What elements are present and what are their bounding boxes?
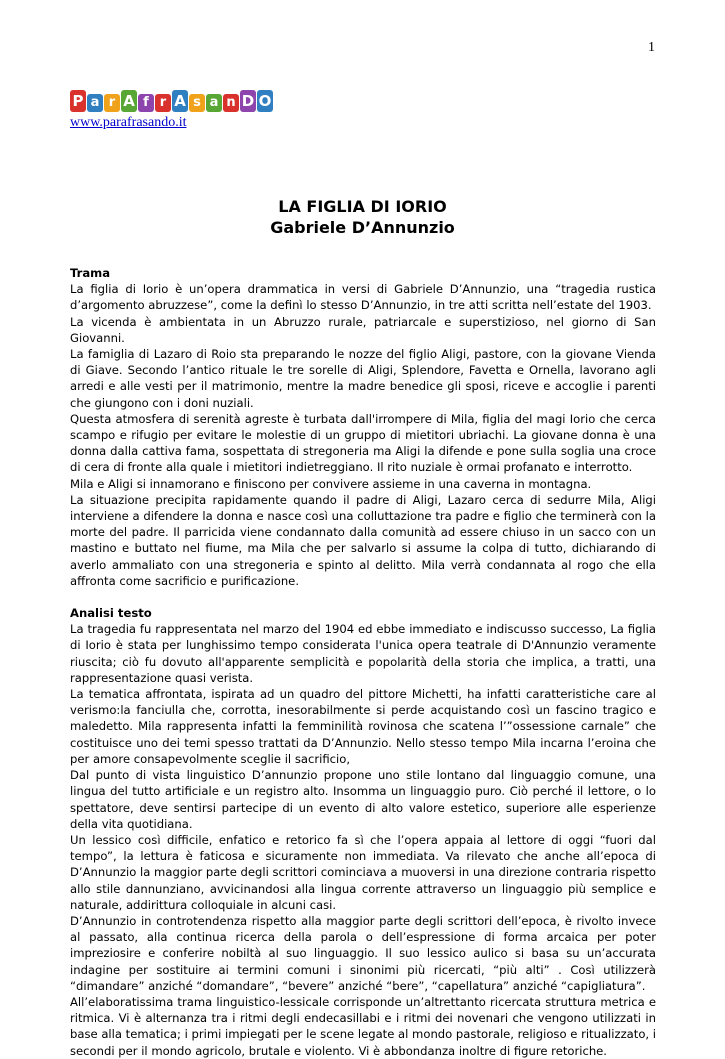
- trama-paragraph: La figlia di Iorio è un’opera drammatica in versi di Gabriele D’Annunzio, una “tragedia rustica d’argomento abruzzese”, come la definì lo stesso D’Annunzio, in tre atti scritta nell’estate del 1903.: [70, 282, 656, 313]
- section-heading-trama: Trama: [70, 266, 111, 280]
- document-title: LA FIGLIA DI IORIO: [278, 197, 447, 216]
- logo-letter: n: [223, 94, 239, 112]
- trama-paragraph: La famiglia di Lazaro di Roio sta preparando le nozze del figlio Aligi, pastore, con la giovane Vienda di Giave. Secondo l’antico rituale le tre sorelle di Aligi, Splendore, Favetta e Ornella, lavorano agli arredi e alle vesti per il matrimonio, mentre la madre benedice gli sposi, riceve e accoglie i parenti che giungono con i doni nuziali.: [70, 347, 656, 410]
- analisi-paragraph: Dal punto di vista linguistico D’annunzio propone uno stile lontano dal linguaggio comune, una lingua del tutto artificiale e un registro alto. Insomma un linguaggio puro. Ciò perché il lettore, o lo spettatore, deve sentirsi partecipe di un evento di alto valore estetico, superiore alle esperienze della vita quotidiana.: [70, 768, 656, 831]
- trama-paragraph: La vicenda è ambientata in un Abruzzo rurale, patriarcale e superstizioso, nel giorno di San Giovanni.: [70, 314, 656, 345]
- logo-letter: s: [189, 94, 205, 112]
- section-heading-analisi: Analisi testo: [70, 606, 152, 621]
- logo-letter: O: [258, 92, 272, 110]
- logo-letter: D: [241, 92, 255, 110]
- trama-paragraph: La situazione precipita rapidamente quando il padre di Aligi, Lazaro cerca di sedurre Mila, Aligi interviene a difendere la donna e nasce così una colluttazione tra padre e figlio che terminerà con la morte del padre. Il parricida viene condannato dalla comunità ad essere chiuso in un sacco con un mastino e buttato nel fiume, ma Mila che per salvarlo si assume la colpa di tutto, dichiarando di averlo ammaliato con una stregoneria e spinto al delitto. Mila verrà condannata al rogo che ella affronta come sacrificio e purificazione.: [70, 492, 656, 588]
- analisi-paragraph: La tematica affrontata, ispirata ad un quadro del pittore Michetti, ha infatti caratteristiche care al verismo:la fanciulla che, corrotta, inesorabilmente si perde acquistando così un fascino tragico e maledetto. Mila rappresenta infatti la femminilità rovinosa che scatena l’”ossessione carnale” che costituisce uno dei temi spesso trattati da D’Annunzio. Nello stesso tempo Mila incarna l’eroina che per amore consapevolmente sceglie il sacrificio,: [70, 687, 656, 766]
- logo-letter: a: [206, 94, 222, 112]
- logo-letter: A: [172, 90, 188, 112]
- logo-letter: f: [138, 94, 154, 112]
- analisi-paragraph: D’Annunzio in controtendenza rispetto alla maggior parte degli scrittori dell’epoca, è rivolto invece al passato, alla continua ricerca della parola o dell’espressione di forma arcaica per poter impreziosire e conferire nobiltà al suo linguaggio. Il suo lessico aulico si basa su un’accurata indagine per sostituire ai termini comuni i sinonimi più ricercati, “più alti” . Così utilizzerà “dimandare” anziché “domandare”, “bevere” anziché “bere”, “capellatura” anziché “capigliatura”.: [70, 913, 656, 993]
- logo-letter: a: [87, 94, 103, 112]
- parafrasando-logo: [70, 84, 273, 112]
- logo-letter: r: [104, 94, 120, 112]
- document-body: [70, 265, 656, 1059]
- trama-paragraph: Questa atmosfera di serenità agreste è turbata dall'irrompere di Mila, figlia del magi Iorio che cerca scampo e rifugio per evitare le molestie di un gruppo di mietitori ubriachi. La giovane donna è una donna dalla cattiva fama, sospettata di stregoneria ma Aligi la difende e pone sulla soglia una croce di cera di fronte alla quale i mietitori indietreggiano. Il rito nuziale è ormai profanato e interrotto.: [70, 411, 656, 475]
- title-block: [0, 196, 725, 238]
- document-author: Gabriele D’Annunzio: [270, 218, 455, 237]
- logo-letter: A: [121, 90, 137, 112]
- logo-letter: P: [70, 90, 86, 112]
- page-number: 1: [648, 40, 655, 55]
- analisi-paragraph: All’elaboratissima trama linguistico-lessicale corrisponde un’altrettanto ricercata struttura metrica e ritmica. Vi è alternanza tra i ritmi degli endecasillabi e i ritmi dei novenari che vengono utilizzati in base alla tematica; i primi impiegati per le scene legate al mondo pastorale, religioso e ritualizzato, i secondi per il mondo agricolo, brutale e violento. Vi è abbondanza inoltre di figure retoriche.: [70, 994, 657, 1058]
- site-link[interactable]: www.parafrasando.it: [70, 115, 187, 130]
- trama-paragraph: Mila e Aligi si innamorano e finiscono per convivere assieme in una caverna in montagna.: [70, 476, 592, 491]
- analisi-paragraph: Un lessico così difficile, enfatico e retorico fa sì che l’opera appaia al lettore di oggi “fuori dal tempo”, la lettura è faticosa e sicuramente non immediata. Va rilevato che anche all’epoca di D’Annunzio la maggior parte degli scrittori cominciava a muoversi in una direzione contraria rispetto allo stile dannunziano, avvicinandosi alla lingua corrente attraverso un linguaggio più semplice e naturale, addirittura colloquiale in alcuni casi.: [70, 832, 656, 912]
- analisi-paragraph: La tragedia fu rappresentata nel marzo del 1904 ed ebbe immediato e indiscusso successo, La figlia di Iorio è stata per lunghissimo tempo considerata l'unica opera teatrale di D'Annunzio veramente riuscita; ciò fu dovuto all'apparente semplicità e popolarità della storia che implica, a tratti, una rappresentazione quasi verista.: [70, 622, 656, 685]
- logo-letter: r: [155, 94, 171, 112]
